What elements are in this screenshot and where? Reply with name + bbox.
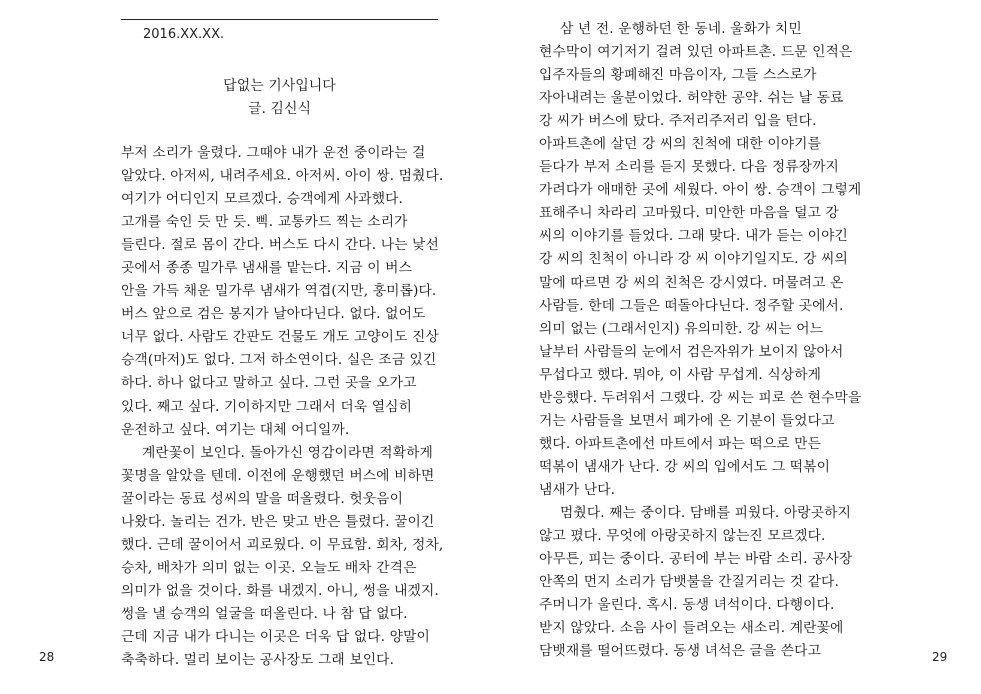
text-line: 강 씨가 버스에 탔다. 주저리주저리 입을 턴다. (539, 113, 817, 130)
text-line: 여기가 어디인지 모르겠다. 승객에게 사과했다. (121, 191, 404, 208)
text-line: 담뱃재를 떨어뜨렸다. 동생 녀석은 글을 쓴다고 (539, 643, 822, 660)
page-number-right: 29 (932, 650, 948, 664)
text-line: 들린다. 절로 몸이 간다. 버스도 다시 간다. 나는 낯선 (121, 237, 439, 254)
text-line: 고개를 숙인 듯 만 듯. 삑. 교통카드 찍는 소리가 (121, 214, 408, 231)
text-line: 축축하다. 멀리 보이는 공사장도 그래 보인다. (121, 652, 395, 669)
text-line: 의미 없는 (그래서인지) 유의미한. 강 씨는 어느 (539, 320, 824, 337)
text-line: 안을 가득 채운 밀가루 냄새가 역겹(지만, 훙미롭)다. (121, 283, 437, 300)
text-line: 냄새가 난다. (539, 481, 616, 498)
text-line: 썽을 낼 승객의 얼굴을 떠올린다. 나 참 답 없다. (121, 605, 408, 622)
text-line: 너무 없다. 사람도 간판도 건물도 개도 고양이도 진상 (121, 329, 439, 346)
text-line: 운전하고 싶다. 여기는 대체 어디일까. (121, 421, 350, 438)
text-line: 무섭다고 했다. 뭐야, 이 사람 무섭게. 식상하게 (539, 366, 822, 383)
text-line: 있다. 째고 싶다. 기이하지만 그래서 더욱 열심히 (121, 398, 413, 415)
text-line: 떡볶이 냄새가 난다. 강 씨의 입에서도 그 떡볶이 (539, 458, 831, 475)
text-line: 강 씨의 친척이 아니라 강 씨 이야기일지도. 강 씨의 (539, 251, 848, 268)
text-line: 아무튼, 피는 중이다. 공터에 부는 바람 소리. 공사장 (539, 551, 853, 568)
text-line: 근데 지금 내가 다니는 이곳은 더욱 답 없다. 양말이 (121, 628, 430, 645)
text-line: 아파트촌에 살던 강 씨의 친척에 대한 이야기를 (539, 136, 822, 153)
text-line: 멈췄다. 째는 중이다. 담배를 피웠다. 아랑곳하지 (560, 504, 852, 521)
left-page (0, 0, 490, 694)
text-line: 하다. 하나 없다고 말하고 싶다. 그런 곳을 오가고 (121, 375, 417, 392)
article-title: 답없는 기사입니다 (223, 78, 336, 94)
header-rule (121, 19, 438, 20)
text-line: 버스 앞으로 검은 봉지가 날아다닌다. 없다. 없어도 (121, 306, 426, 323)
text-line: 했다. 근데 꿀이어서 괴로웠다. 이 무료함. 회차, 정차, (121, 536, 444, 553)
text-line: 의미가 없을 것이다. 화를 내겠지. 아니, 썽을 내겠지. (121, 582, 439, 599)
text-line: 나왔다. 놀리는 건가. 반은 맞고 반은 틀렸다. 꿀이긴 (121, 513, 435, 530)
right-body-text (539, 18, 869, 663)
text-line: 알았다. 아저씨, 내려주세요. 아저씨. 아이 쌍. 멈췄다. (121, 168, 444, 185)
text-line: 말에 따르면 강 씨의 친척은 강시였다. 머물려고 온 (539, 274, 844, 291)
text-line: 반응했다. 두려워서 그랬다. 강 씨는 피로 쓴 현수막을 (539, 389, 862, 406)
text-line: 삼 년 전. 운행하던 한 동네. 울화가 치민 (560, 21, 802, 37)
text-line: 꿀이라는 동료 성씨의 말을 떠올렸다. 헛웃음이 (121, 490, 404, 507)
text-line: 했다. 아파트촌에선 마트에서 파는 떡으로 만든 (539, 435, 822, 452)
text-line: 않고 폈다. 무엇에 아랑곳하지 않는진 모르겠다. (539, 528, 826, 545)
text-line: 계란꽃이 보인다. 돌아가신 영감이라면 적확하게 (142, 444, 433, 461)
text-line: 현수막이 여기저기 걸려 있던 아파트촌. 드문 인적은 (539, 44, 853, 61)
text-line: 부저 소리가 울렸다. 그때야 내가 운전 중이라는 걸 (121, 145, 426, 161)
text-line: 받지 않았다. 소음 사이 들려오는 새소리. 계란꽃에 (539, 620, 844, 637)
text-line: 표해주니 차라리 고마웠다. 미안한 마음을 덜고 강 (539, 205, 839, 222)
text-line: 씨의 이야기를 들었다. 그래 맞다. 내가 듣는 이야긴 (539, 228, 848, 245)
text-line: 주머니가 울린다. 혹시. 동생 녀석이다. 다행이다. (539, 597, 835, 614)
text-line: 승차, 배차가 의미 없는 이곳. 오늘도 배차 간격은 (121, 559, 417, 576)
right-page (490, 0, 981, 694)
text-line: 날부터 사람들의 눈에서 검은자위가 보이지 않아서 (539, 343, 844, 360)
text-line: 승객(마저)도 없다. 그저 하소연이다. 실은 조금 있긴 (121, 352, 437, 369)
text-line: 자아내려는 울분이었다. 허약한 공약. 쉬는 날 동료 (539, 90, 844, 107)
text-line: 입주자들의 황폐해진 마음이자, 그들 스스로가 (539, 67, 817, 84)
article-date: 2016.XX.XX. (143, 27, 225, 42)
text-line: 듣다가 부저 소리를 듣지 못했다. 다음 정류장까지 (539, 159, 839, 176)
left-body-text (121, 142, 451, 672)
article-author: 글. 김신식 (248, 101, 311, 117)
text-line: 거는 사람들을 보면서 폐가에 온 기분이 들었다고 (539, 412, 835, 429)
text-line: 사람들. 한데 그들은 떠돌아다닌다. 정주할 곳에서. (539, 297, 844, 314)
text-line: 가려다가 애매한 곳에 세웠다. 아이 쌍. 승객이 그렇게 (539, 182, 862, 199)
text-line: 안쪽의 먼지 소리가 담뱃불을 간질거리는 것 같다. (539, 574, 839, 591)
text-line: 곳에서 종종 밀가루 냄새를 맡는다. 지금 이 버스 (121, 260, 413, 277)
text-line: 꽃명을 알았을 텐데. 이전에 운행했던 버스에 비하면 (121, 467, 435, 484)
page-number-left: 28 (39, 650, 55, 664)
